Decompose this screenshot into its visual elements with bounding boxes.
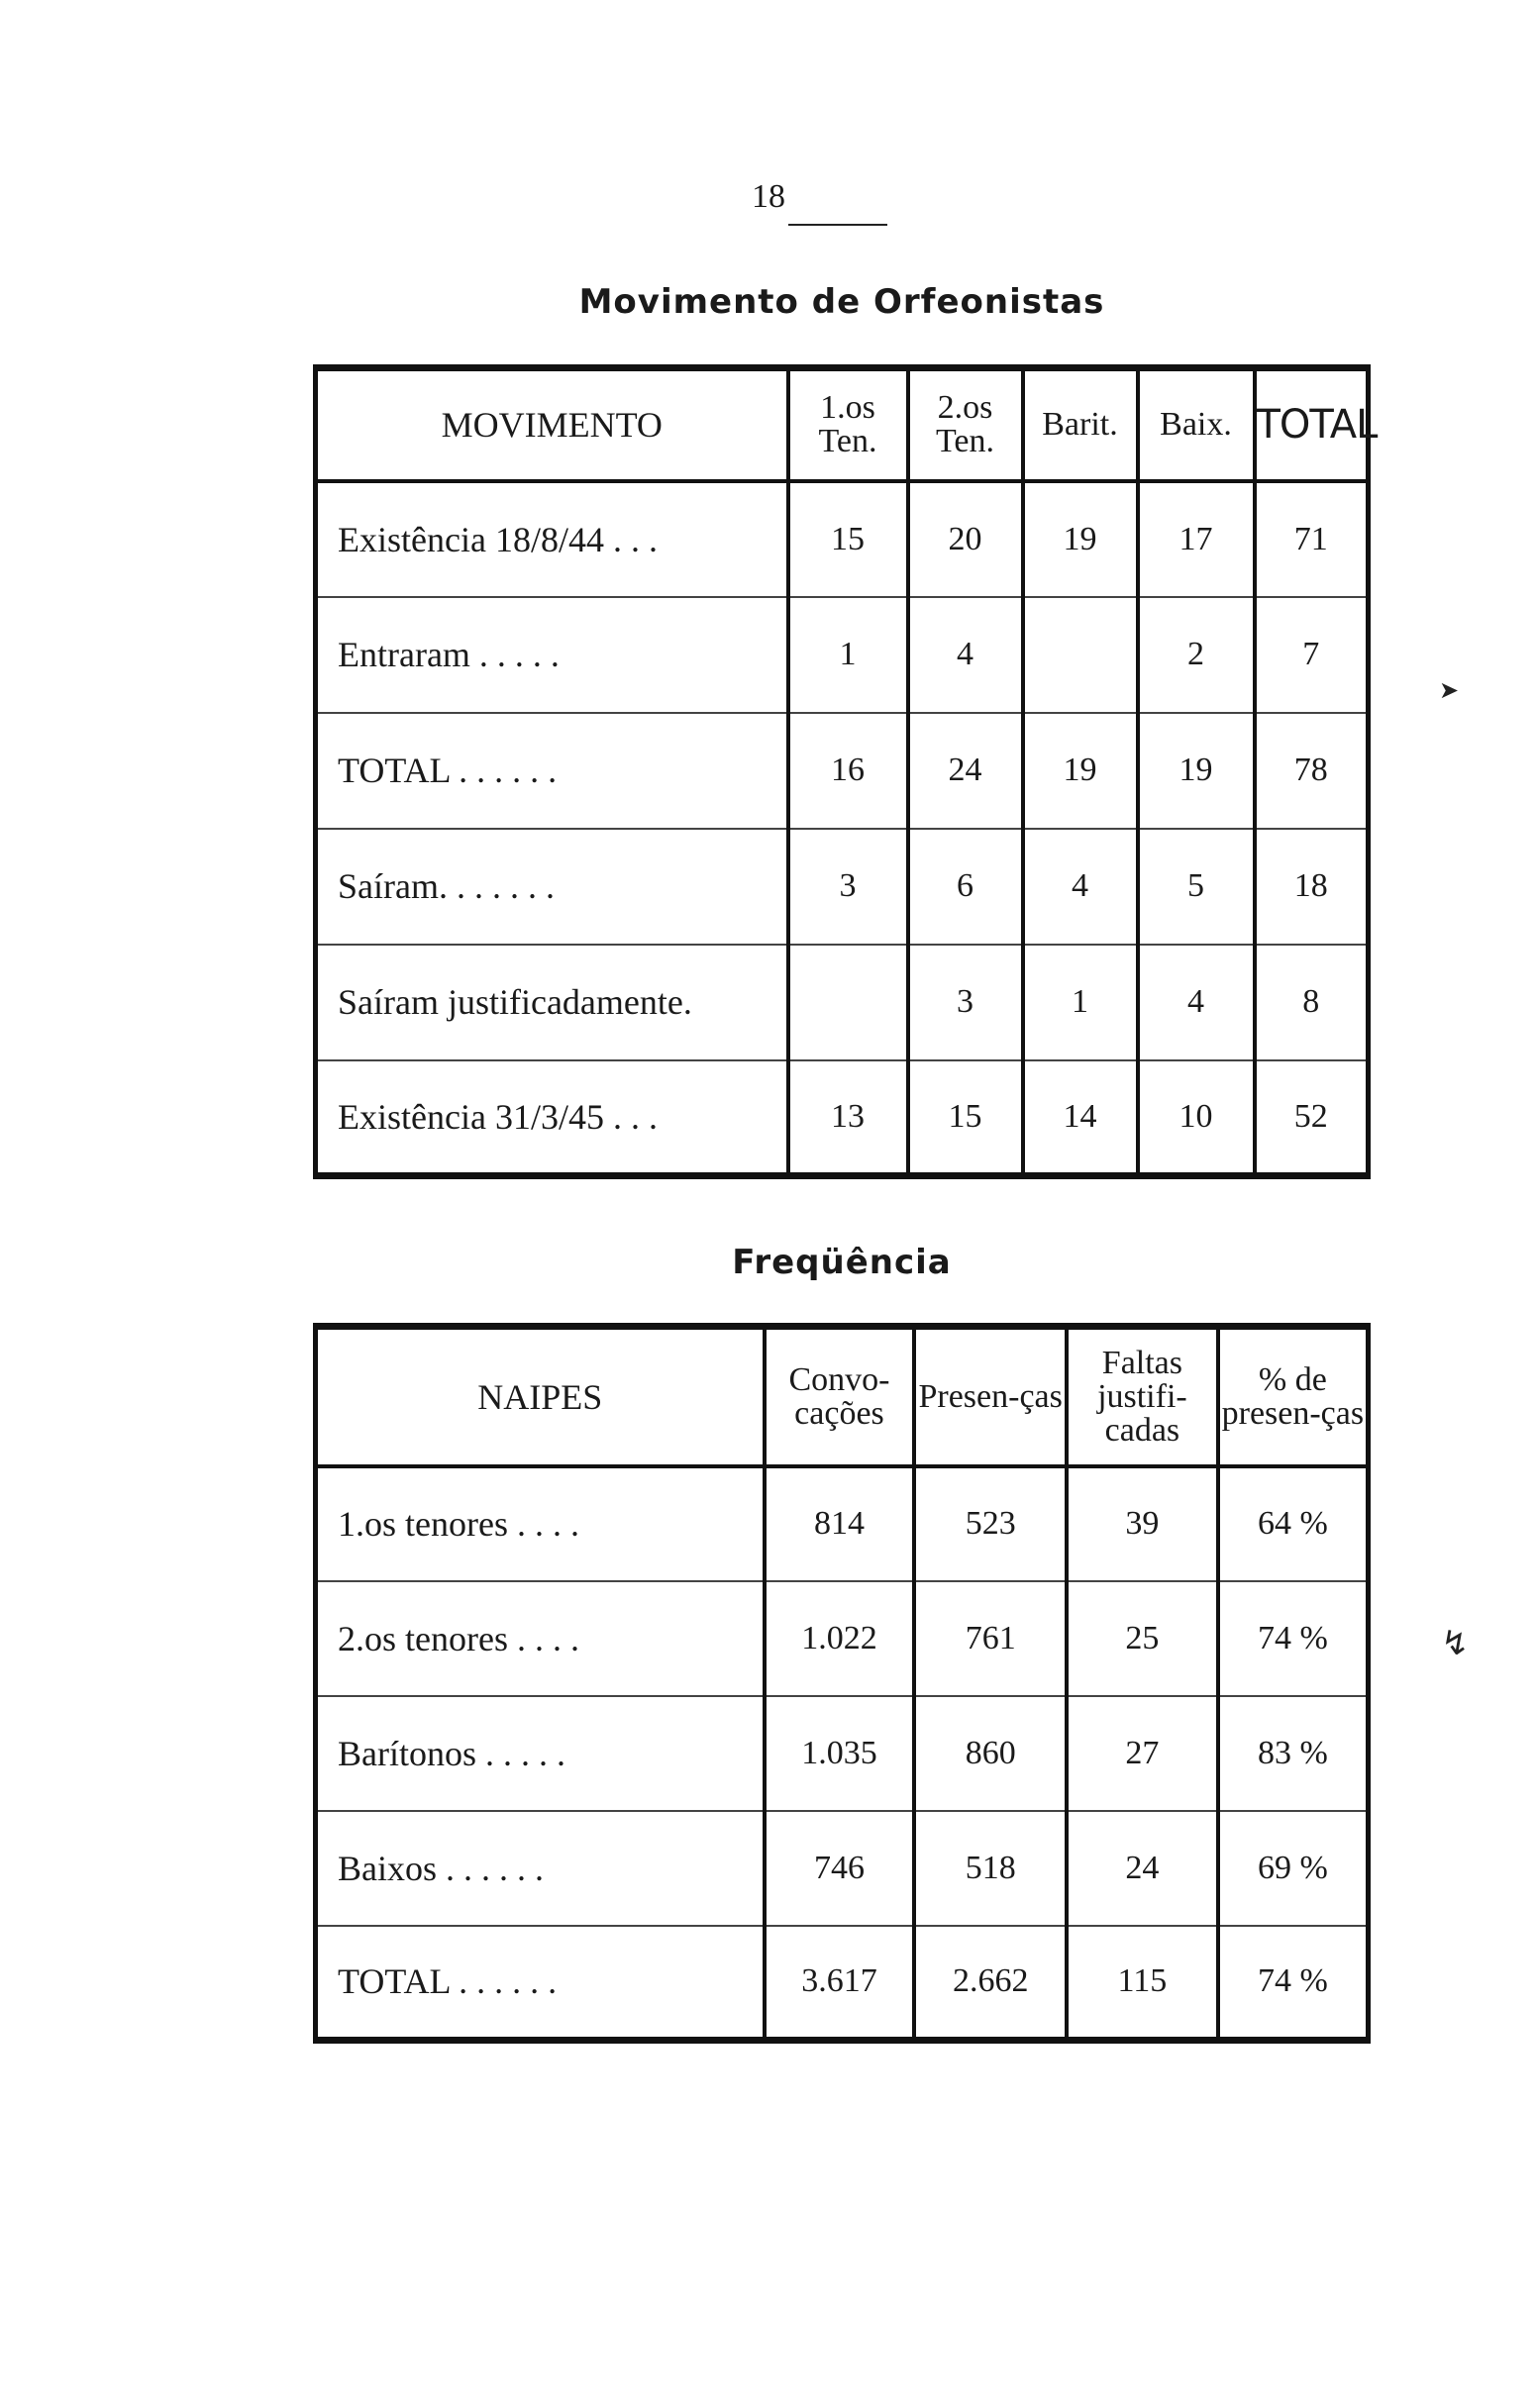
- cell-presencas: 523: [914, 1466, 1067, 1581]
- cell-convocacoes: 746: [765, 1811, 915, 1926]
- cell-total: 71: [1255, 481, 1369, 597]
- cell-barit: [1023, 597, 1138, 713]
- cell-percent: 69 %: [1218, 1811, 1369, 1926]
- cell-total: 7: [1255, 597, 1369, 713]
- cell-2os-ten: 6: [908, 829, 1023, 945]
- cell-2os-ten: 4: [908, 597, 1023, 713]
- table-row: [316, 1060, 1369, 1176]
- cell-convocacoes: 3.617: [765, 1926, 915, 2041]
- margin-mark-icon: ➤: [1439, 676, 1460, 704]
- cell-barit: 1: [1023, 945, 1138, 1060]
- cell-barit: 19: [1023, 481, 1138, 597]
- cell-convocacoes: 814: [765, 1466, 915, 1581]
- row-label: 1.os tenores . . . .: [316, 1466, 765, 1581]
- cell-faltas: 27: [1067, 1696, 1218, 1811]
- header-faltas-justificadas: Faltas justifi-cadas: [1067, 1327, 1218, 1466]
- cell-percent: 74 %: [1218, 1926, 1369, 2041]
- row-label: TOTAL . . . . . .: [338, 1961, 558, 2002]
- row-label: Existência 31/3/45 . . .: [338, 1096, 658, 1137]
- table-row: [316, 1696, 1369, 1811]
- cell-2os-ten: 20: [908, 481, 1023, 597]
- row-label: Barítonos . . . . .: [316, 1696, 765, 1811]
- row-label: Entraram . . . . .: [316, 597, 788, 713]
- cell-total: 8: [1255, 945, 1369, 1060]
- header-total: TOTAL: [1255, 368, 1369, 481]
- cell-faltas: 115: [1067, 1926, 1218, 2041]
- header-movimento: MOVIMENTO: [316, 368, 788, 481]
- cell-percent: 74 %: [1218, 1581, 1369, 1696]
- header-presencas: Presen-ças: [914, 1327, 1067, 1466]
- cell-presencas: 518: [914, 1811, 1067, 1926]
- table-row: [316, 1466, 1369, 1581]
- row-label: Saíram justificadamente.: [316, 945, 788, 1060]
- row-label: TOTAL . . . . . .: [316, 713, 788, 829]
- cell-1os-ten: 1: [788, 597, 908, 713]
- table-row: [316, 829, 1369, 945]
- cell-1os-ten: 13: [788, 1060, 908, 1176]
- section-title-movimento: Movimento de Orfeonistas: [578, 282, 1105, 322]
- header-naipes: NAIPES: [316, 1327, 765, 1466]
- cell-baix: 19: [1138, 713, 1255, 829]
- cell-barit: 19: [1023, 713, 1138, 829]
- margin-mark-icon: ↯: [1441, 1624, 1470, 1663]
- cell-faltas: 25: [1067, 1581, 1218, 1696]
- frequencia-table: [313, 1323, 1371, 2044]
- header-1os-ten: 1.os Ten.: [788, 368, 908, 481]
- cell-2os-ten: 24: [908, 713, 1023, 829]
- row-label: 2.os tenores . . . .: [316, 1581, 765, 1696]
- cell-baix: 4: [1138, 945, 1255, 1060]
- header-barit: Barit.: [1023, 368, 1138, 481]
- movimento-table: [313, 364, 1378, 1179]
- row-label: Saíram. . . . . . .: [316, 829, 788, 945]
- cell-1os-ten: 15: [788, 481, 908, 597]
- cell-barit: 4: [1023, 829, 1138, 945]
- cell-percent: 64 %: [1218, 1466, 1369, 1581]
- header-percent-presencas: % de presen-ças: [1218, 1327, 1369, 1466]
- page-number: 18: [752, 178, 785, 215]
- cell-convocacoes: 1.035: [765, 1696, 915, 1811]
- header-convocacoes: Convo-cações: [765, 1327, 915, 1466]
- cell-1os-ten: [788, 945, 908, 1060]
- cell-baix: 10: [1138, 1060, 1255, 1176]
- cell-total: 52: [1255, 1060, 1369, 1176]
- table-row: [316, 1926, 1369, 2041]
- cell-presencas: 2.662: [914, 1926, 1067, 2041]
- row-label: Existência 18/8/44 . . .: [316, 481, 788, 597]
- cell-baix: 5: [1138, 829, 1255, 945]
- cell-barit: 14: [1023, 1060, 1138, 1176]
- header-baix: Baix.: [1138, 368, 1255, 481]
- cell-presencas: 860: [914, 1696, 1067, 1811]
- table-row: [316, 1581, 1369, 1696]
- cell-baix: 2: [1138, 597, 1255, 713]
- cell-1os-ten: 3: [788, 829, 908, 945]
- cell-faltas: 24: [1067, 1811, 1218, 1926]
- cell-convocacoes: 1.022: [765, 1581, 915, 1696]
- cell-1os-ten: 16: [788, 713, 908, 829]
- cell-presencas: 761: [914, 1581, 1067, 1696]
- section-title-frequencia: Freqüência: [732, 1243, 952, 1282]
- table-row: [316, 713, 1369, 829]
- table-row: [316, 1811, 1369, 1926]
- table-row: [316, 945, 1369, 1060]
- cell-baix: 17: [1138, 481, 1255, 597]
- table-row: [316, 597, 1369, 713]
- cell-faltas: 39: [1067, 1466, 1218, 1581]
- cell-2os-ten: 15: [908, 1060, 1023, 1176]
- page-number-underline: [788, 224, 887, 226]
- row-label: Baixos . . . . . .: [316, 1811, 765, 1926]
- cell-percent: 83 %: [1218, 1696, 1369, 1811]
- table-row: [316, 481, 1369, 597]
- header-2os-ten: 2.os Ten.: [908, 368, 1023, 481]
- cell-total: 18: [1255, 829, 1369, 945]
- cell-2os-ten: 3: [908, 945, 1023, 1060]
- cell-total: 78: [1255, 713, 1369, 829]
